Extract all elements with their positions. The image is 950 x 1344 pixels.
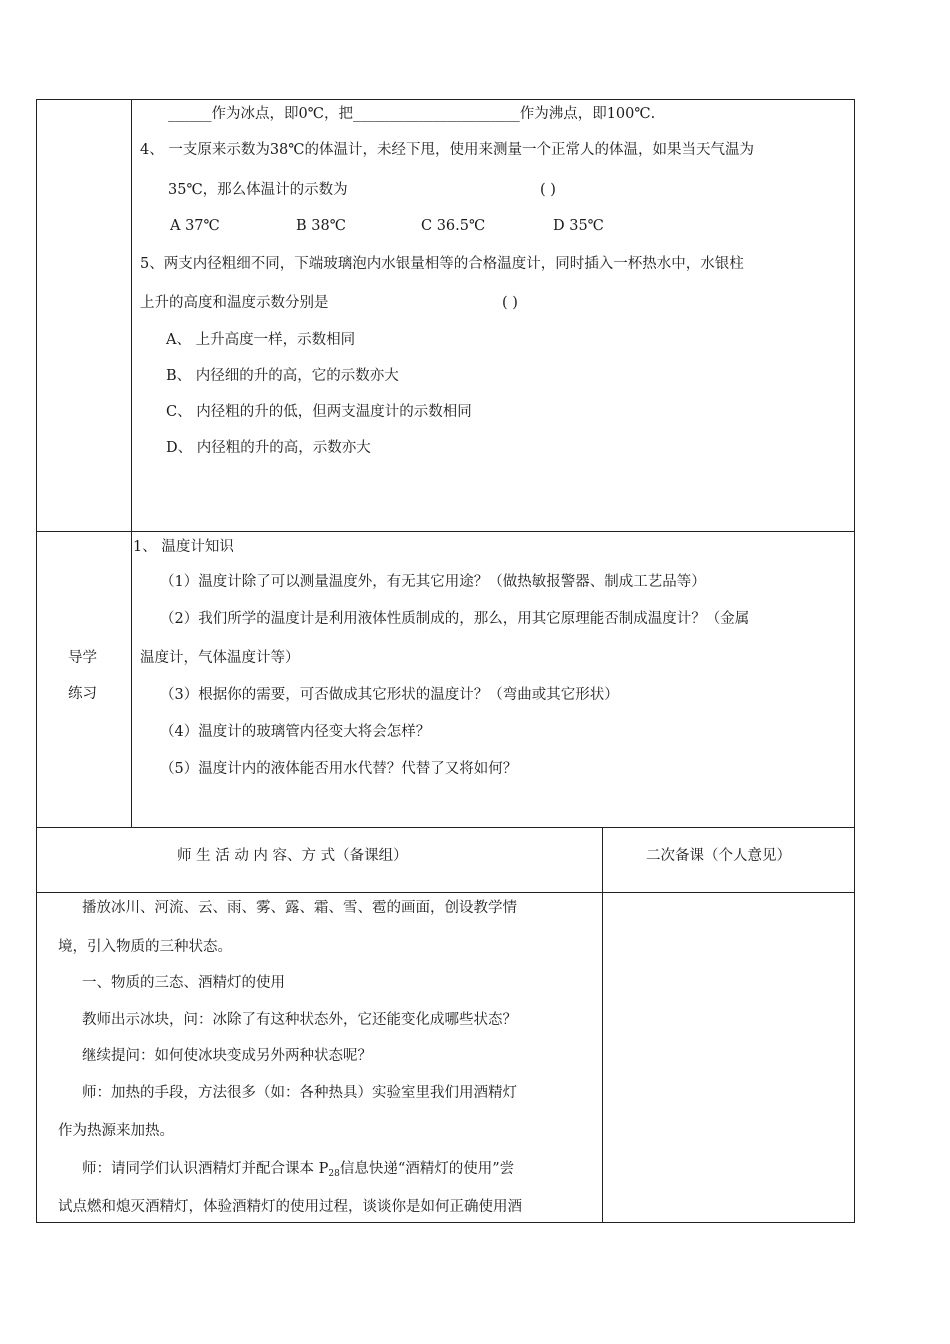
row-divider — [36, 892, 855, 893]
fill-blank-line: ______作为冰点，即0℃，把_______________________作为沸点，即100℃. — [168, 106, 656, 122]
activity-line-6: 师：加热的手段，方法很多（如：各种热具）实验室里我们用酒精灯 — [82, 1085, 517, 1101]
activity-line-2: 境，引入物质的三种状态。 — [58, 939, 232, 955]
question-5-option-a: A、 上升高度一样，示数相同 — [166, 332, 356, 348]
activity-line-7: 作为热源来加热。 — [58, 1123, 174, 1139]
activity-line-8-post: 信息快递“酒精灯的使用”尝 — [339, 1161, 515, 1177]
activity-column-header: 师 生 活 动 内 容、方 式（备课组） — [177, 848, 408, 864]
question-5-answer-paren: ( ) — [502, 295, 518, 311]
practice-item-1: （1）温度计除了可以测量温度外，有无其它用途？（做热敏报警器、制成工艺品等） — [160, 574, 706, 590]
practice-item-2: （2）我们所学的温度计是利用液体性质制成的，那么，用其它原理能否制成温度计？（金属 — [160, 611, 750, 627]
question-4-text: 4、 一支原来示数为38℃的体温计，未经下甩，使用来测量一个正常人的体温，如果当天气温为 — [140, 142, 755, 158]
activity-line-8-pre: 师：请同学们认识酒精灯并配合课本 P — [82, 1161, 329, 1177]
question-5-text-cont: 上升的高度和温度示数分别是 — [140, 295, 329, 311]
column-divider — [131, 99, 132, 828]
question-4-option-c: C 36.5℃ — [421, 218, 486, 234]
section-label-line1: 导学 — [68, 650, 97, 666]
question-5-option-c: C、 内径粗的升的低，但两支温度计的示数相同 — [166, 404, 472, 420]
activity-line-1: 播放冰川、河流、云、雨、雾、露、霜、雪、雹的画面，创设教学情 — [82, 900, 517, 916]
row-divider — [36, 531, 855, 532]
notes-column-header: 二次备课（个人意见） — [646, 848, 791, 864]
practice-item-5: （5）温度计内的液体能否用水代替？代替了又将如何？ — [160, 761, 518, 777]
practice-item-4: （4）温度计的玻璃管内径变大将会怎样？ — [160, 724, 431, 740]
question-5-option-b: B、 内径细的升的高，它的示数亦大 — [166, 368, 399, 384]
question-4-option-b: B 38℃ — [296, 218, 346, 234]
practice-item-2-cont: 温度计，气体温度计等） — [140, 650, 300, 666]
question-4-option-a: A 37℃ — [170, 218, 220, 234]
question-4-text-cont: 35℃，那么体温计的示数为 — [168, 182, 348, 198]
column-divider — [602, 827, 603, 1223]
activity-line-8 — [82, 1159, 514, 1184]
question-5-text: 5、两支内径粗细不同，下端玻璃泡内水银量相等的合格温度计，同时插入一杯热水中，水银柱 — [140, 256, 744, 272]
question-4-answer-paren: ( ) — [540, 182, 556, 198]
row-divider — [36, 827, 855, 828]
question-4-option-d: D 35℃ — [553, 218, 604, 234]
question-5-option-d: D、 内径粗的升的高，示数亦大 — [166, 440, 371, 456]
page-subscript: 28 — [328, 1169, 340, 1179]
practice-heading: 1、 温度计知识 — [133, 539, 234, 555]
activity-line-4: 教师出示冰块，问：冰除了有这种状态外，它还能变化成哪些状态？ — [82, 1012, 517, 1028]
activity-line-9: 试点燃和熄灭酒精灯，体验酒精灯的使用过程，谈谈你是如何正确使用酒 — [58, 1199, 522, 1215]
practice-item-3: （3）根据你的需要，可否做成其它形状的温度计？（弯曲或其它形状） — [160, 687, 619, 703]
activity-line-3: 一、物质的三态、酒精灯的使用 — [82, 975, 285, 991]
activity-line-5: 继续提问：如何使冰块变成另外两种状态呢？ — [82, 1048, 372, 1064]
section-label-line2: 练习 — [68, 686, 97, 702]
